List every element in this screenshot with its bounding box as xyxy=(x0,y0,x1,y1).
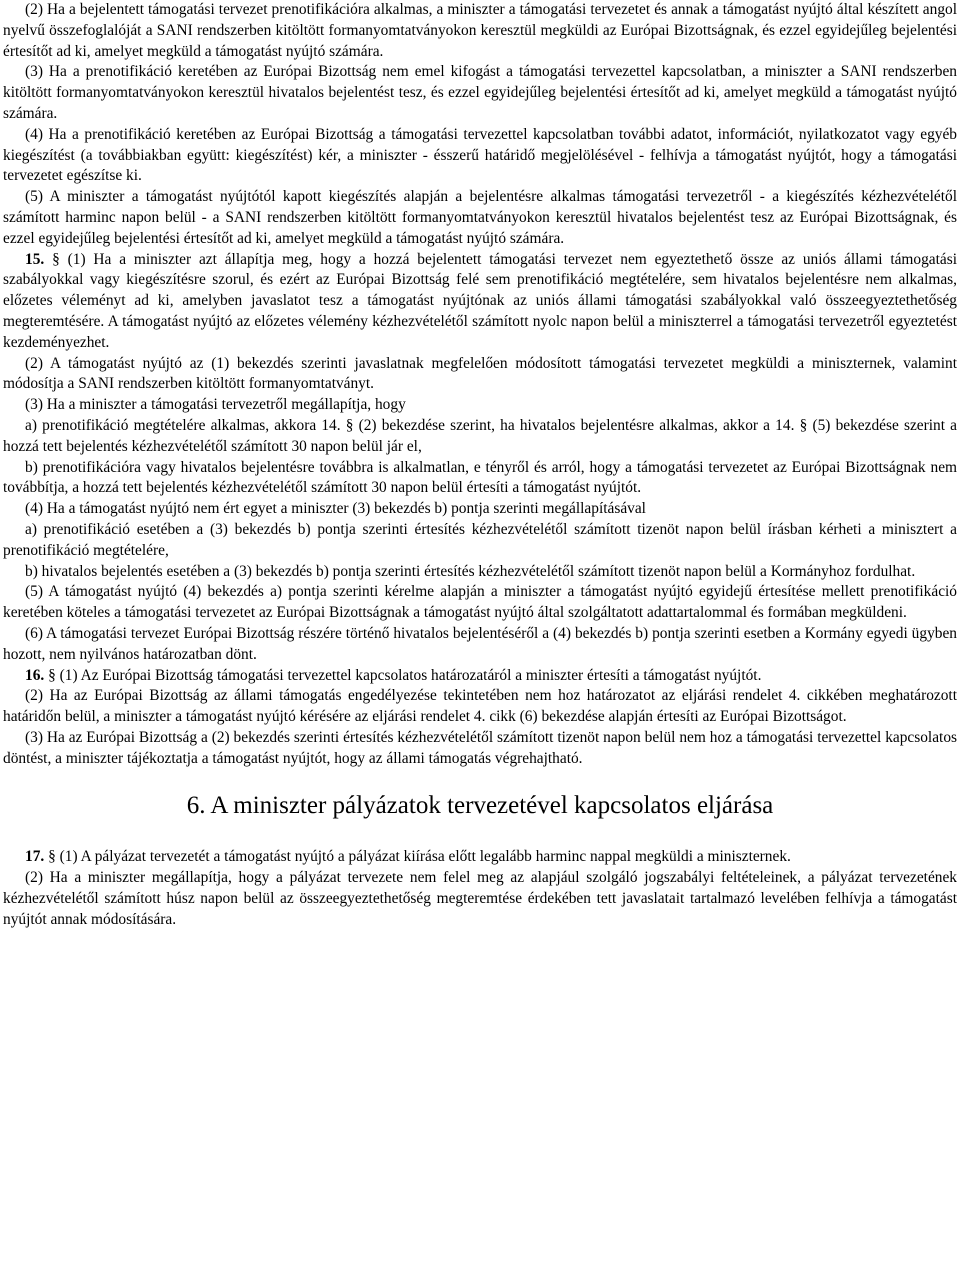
section-sign: § xyxy=(48,848,56,866)
paragraph: (2) Ha a miniszter megállapítja, hogy a pályázat tervezete nem felel meg az alapjául szolgáló jogszabályi feltételeinek, a pályázat tervezetének kézhezvételétől számított húsz napon belül az összeegyeztethetőség megteremtése érdekében tett javaslatait tartalmazó levelében felhívja a támogatást nyújtót annak módosítására. xyxy=(3,869,957,928)
list-item: a) prenotifikáció megtételére alkalmas, akkora 14. § (2) bekezdése szerint, ha hivatalos bejelentésre alkalmas, akkor a 14. § (5) bekezdése szerint a hozzá tett bejelentés kézhezvételétől számított 30 napon belül jár el, xyxy=(3,416,957,455)
section-number: 17. xyxy=(25,848,45,866)
paragraph: (2) A támogatást nyújtó az (1) bekezdés szerinti javaslatnak megfelelően módosított támogatási tervezetet megküldi a miniszternek, valamint módosítja a SANI rendszerben kitöltött formanyomtatványt. xyxy=(3,354,957,393)
section-17 xyxy=(3,847,957,868)
section-text: (1) A pályázat tervezetét a támogatást nyújtó a pályázat kiírása előtt legalább harminc nappal megküldi a miniszternek. xyxy=(59,848,791,866)
paragraph: (3) Ha a prenotifikáció keretében az Európai Bizottság nem emel kifogást a támogatási tervezettel kapcsolatban, a miniszter a SANI rendszerben kitöltött formanyomtatványokon keresztül hivatalos bejelentést tesz, és ezzel egyidejűleg bejelentési értesítőt ad ki, amelyet megküld a támogatást nyújtó számára. xyxy=(3,63,957,122)
paragraph: (6) A támogatási tervezet Európai Bizottság részére történő hivatalos bejelentéséről a (4) bekezdés b) pontja szerinti esetben a Kormány egyedi ügyben hozott, nem nyilvános határozatban dönt. xyxy=(3,624,957,663)
section-text: (1) Az Európai Bizottság támogatási tervezettel kapcsolatos határozatáról a miniszter értesíti a támogatást nyújtót. xyxy=(59,666,762,684)
paragraph: (3) Ha a miniszter a támogatási tervezetről megállapítja, hogy xyxy=(25,396,406,414)
section-number: 15. xyxy=(25,250,45,268)
chapter-heading: 6. A miniszter pályázatok tervezetével kapcsolatos eljárása xyxy=(186,792,774,820)
paragraph: (4) Ha a prenotifikáció keretében az Európai Bizottság a támogatási tervezettel kapcsolatban további adatot, információt, nyilatkozatot vagy egyéb kiegészítést (a továbbiakban együtt: kiegészítést) kér, a miniszter - ésszerű határidő megjelölésével - felhívja a támogatást nyújtót, hogy a támogatási tervezetet egészítse ki. xyxy=(3,125,957,185)
paragraph: (5) A támogatást nyújtó (4) bekezdés a) pontja szerinti kérelme alapján a miniszter a támogatást nyújtó egyidejű értesítése mellett prenotifikáció keretében köteles a támogatási tervezetet az Európai Bizottságnak a támogatást nyújtó által szolgáltatott adattartalommal és formában megküldeni. xyxy=(3,583,957,622)
section-text: (1) Ha a miniszter azt állapítja meg, hogy a hozzá bejelentett támogatási tervezet nem egyeztethető össze az uniós állami támogatási szabályokkal vagy kiegészítésre szorul, és ezért az Európai Bizottság felé sem prenotifikáció megtételére, sem hivatalos bejelentésre nem alkalmas, előzetes véleményt ad ki, amelyben javaslatot tesz a támogatást nyújtónak az uniós állami támogatási szabályokkal való összeegyeztethetőség megteremtésére. A támogatást nyújtó az előzetes vélemény kézhezvételétől számított nyolc napon belül a miniszterrel a támogatási tervezetről egyeztetést kezdeményezhet. xyxy=(3,250,957,351)
section-number: 16. xyxy=(25,666,45,684)
section-sign: § xyxy=(48,666,56,684)
paragraph: (2) Ha a bejelentett támogatási tervezet prenotifikációra alkalmas, a miniszter a támogatási tervezetet és annak a támogatást nyújtó által készített angol nyelvű összefoglalóját a SANI rendszerben kitöltött formanyomtatványokon keresztül megküldi az Európai Bizottságnak, és ezzel egyidejűleg bejelentési értesítőt ad ki, amelyet megküld a támogatást nyújtó számára. xyxy=(3,1,957,60)
list-item: a) prenotifikáció esetében a (3) bekezdés b) pontja szerinti értesítés kézhezvételétől számított tizenöt napon belül írásban kérheti a minisztert a prenotifikáció megtételére, xyxy=(3,520,957,559)
section-sign: § xyxy=(52,250,60,268)
list-item: b) prenotifikációra vagy hivatalos bejelentésre továbbra is alkalmatlan, e tényről és arról, hogy a támogatási tervezetet az Európai Bizottságnak nem továbbítja, a hozzá tett bejelentés kézhezvételétől számított 30 napon belül értesíti a támogatást nyújtót. xyxy=(3,458,957,497)
paragraph: (4) Ha a támogatást nyújtó nem ért egyet a miniszter (3) bekezdés b) pontja szerinti megállapításával xyxy=(25,500,646,518)
paragraph: (2) Ha az Európai Bizottság az állami támogatás engedélyezése tekintetében nem hoz határozatot az eljárási rendelet 4. cikkében meghatározott határidőn belül, a miniszter a támogatást nyújtó kérésére az eljárási rendelet 4. cikk (6) bekezdése alapján értesíti az Európai Bizottságot. xyxy=(3,687,957,726)
section-15 xyxy=(3,250,957,354)
paragraph: (3) Ha az Európai Bizottság a (2) bekezdés szerinti értesítés kézhezvételétől számított tizenöt napon belül nem hoz a támogatási tervezettel kapcsolatos döntést, a miniszter tájékoztatja a támogatást nyújtót, hogy az állami támogatás végrehajtható. xyxy=(3,728,957,767)
section-16 xyxy=(3,666,957,687)
paragraph: (5) A miniszter a támogatást nyújtótól kapott kiegészítés alapján a bejelentésre alkalmas támogatási tervezetről - a kiegészítés kézhezvételétől számított harminc napon belül - a SANI rendszerben kitöltött formanyomtatványokon keresztül hivatalos bejelentést tesz az Európai Bizottságnak, és ezzel egyidejűleg bejelentési értesítőt ad ki, amelyet megküld a támogatást nyújtó számára. xyxy=(3,188,957,247)
list-item: b) hivatalos bejelentés esetében a (3) bekezdés b) pontja szerinti értesítés kézhezvételétől számított tizenöt napon belül a Kormányhoz fordulhat. xyxy=(25,562,916,580)
